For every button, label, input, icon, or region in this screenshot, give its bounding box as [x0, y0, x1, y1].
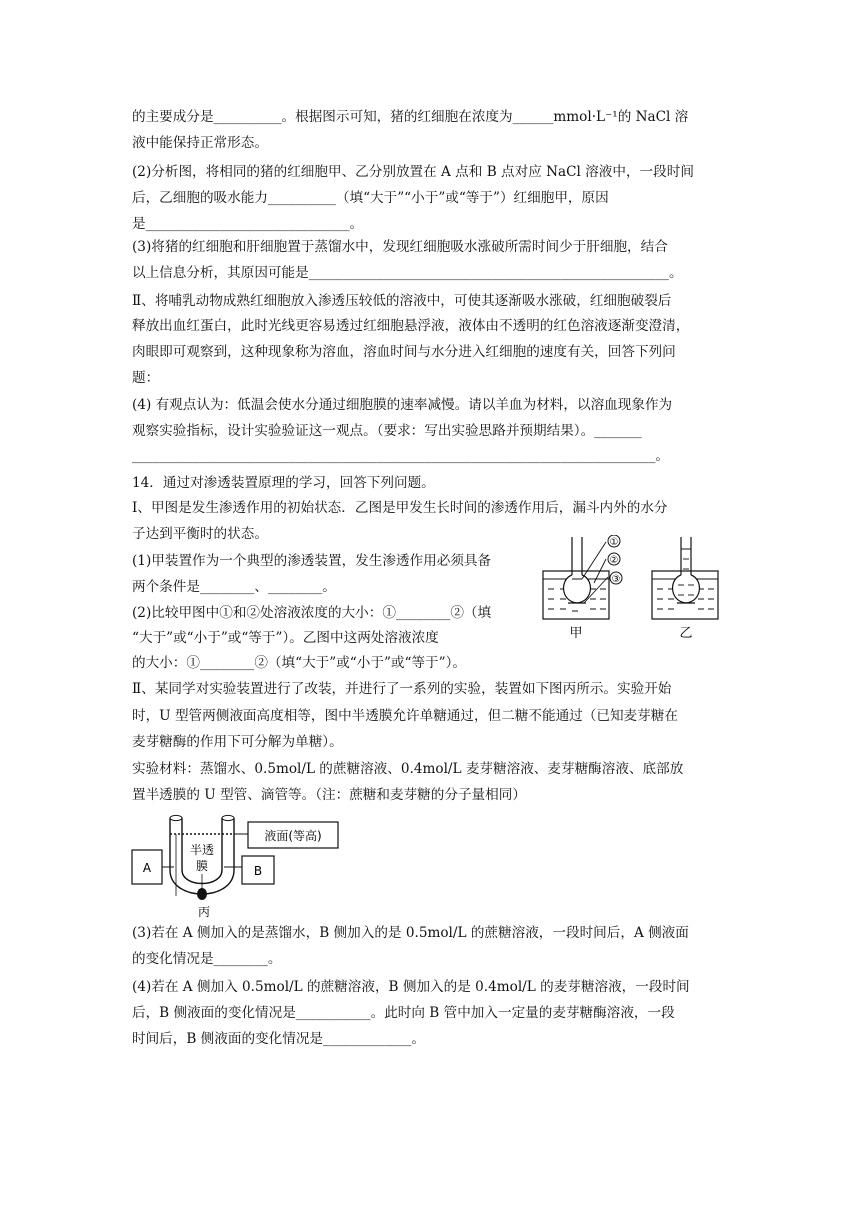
text-line: 以上信息分析，其原因可能是_____________________________________________________。: [132, 265, 683, 281]
label-3: ③: [611, 574, 621, 585]
text-line: (3)若在 A 侧加入的是蒸馏水，B 侧加入的是 0.5mol/L 的蔗糖溶液，一段时间后，A 侧液面: [132, 925, 689, 941]
text-line: “大于”或“小于”或“等于”）。乙图中这两处溶液浓度: [132, 630, 439, 646]
text-line: 的变化情况是________。: [132, 951, 282, 967]
text-line: 麦芽糖酶的作用下可分解为单糖）。: [132, 734, 343, 750]
text-line: 观察实验指标，设计实验验证这一观点。（要求：写出实验思路并预期结果）。_______: [132, 423, 642, 439]
text-line: (4) 有观点认为：低温会使水分通过细胞膜的速率减慢。请以羊血为材料，以溶血现象作为: [132, 397, 673, 413]
text-line: 后，乙细胞的吸水能力__________（填“大于”“小于”或“等于”）红细胞甲，原因: [132, 190, 609, 206]
text-line: Ⅱ、某同学对实验装置进行了改装，并进行了一系列的实验，装置如下图丙所示。实验开始: [132, 681, 672, 697]
text-line: (4)若在 A 侧加入 0.5mol/L 的蔗糖溶液，B 侧加入的是 0.4mol/L 的麦芽糖溶液，一段时间: [132, 979, 690, 995]
liquid-level-label: 液面(等高): [264, 829, 322, 843]
beaker-yi: [652, 537, 718, 641]
text-line: 置半透膜的 U 型管、滴管等。（注：蔗糖和麦芽糖的分子量相同）: [132, 787, 526, 803]
text-line: 的主要成分是__________。根据图示可知，猪的红细胞在浓度为______mmol·L⁻¹的 NaCl 溶: [132, 109, 689, 125]
text-line: 时，U 型管两侧液面高度相等，图中半透膜允许单糖通过，但二糖不能通过（已知麦芽糖在: [132, 708, 678, 724]
label-1: ①: [609, 537, 619, 548]
caption-yi: 乙: [679, 626, 693, 641]
text-line: 实验材料：蒸馏水、0.5mol/L 的蔗糖溶液、0.4mol/L 麦芽糖溶液、麦芽糖酶溶液、底部放: [132, 761, 684, 777]
text-line: 的大小：①________②（填“大于”或“小于”或“等于”）。: [132, 655, 466, 671]
text-line: 释放出血红蛋白，此时光线更容易透过红细胞悬浮液，液体由不透明的红色溶液逐渐变澄清，: [132, 318, 690, 334]
text-line: (1)甲装置作为一个典型的渗透装置，发生渗透作用必须具备: [132, 553, 492, 569]
box-b-label: B: [253, 864, 263, 878]
text-line: _____________________________________________________________________________。: [132, 448, 669, 464]
text-line: 是______________________________。: [132, 216, 364, 232]
text-line: 子达到平衡时的状态。: [132, 526, 268, 542]
text-line: 后，B 侧液面的变化情况是___________。此时向 B 管中加入一定量的麦芽糖酶溶液，一段: [132, 1005, 675, 1021]
text-line: (3)将猪的红细胞和肝细胞置于蒸馏水中，发现红细胞吸水涨破所需时间少于肝细胞，结合: [132, 239, 668, 255]
caption-jia: 甲: [569, 626, 583, 641]
u-tube-figure-bing: [130, 810, 350, 924]
caption-bing: 丙: [197, 905, 211, 919]
text-line: (2)比较甲图中①和②处溶液浓度的大小：①________②（填: [132, 605, 492, 621]
text-line: Ⅱ、将哺乳动物成熟红细胞放入渗透压较低的溶液中，可使其逐渐吸水涨破，红细胞破裂后: [132, 293, 672, 309]
text-line: (2)分析图，将相同的猪的红细胞甲、乙分别放置在 A 点和 B 点对应 NaCl 溶液中，一段时间: [132, 164, 694, 180]
membrane-label-1: 半透: [189, 843, 215, 857]
beaker-jia: [543, 535, 622, 641]
membrane-label-2: 膜: [195, 859, 209, 873]
box-a-label: A: [142, 861, 152, 875]
text-line: 肉眼即可观察到，这种现象称为溶血，溶血时间与水分进入红细胞的速度有关，回答下列问: [132, 344, 676, 360]
label-2: ②: [609, 555, 619, 566]
text-line: 两个条件是________、________。: [132, 579, 336, 595]
text-line: 题：: [132, 370, 160, 386]
text-line: 液中能保持正常形态。: [132, 135, 268, 151]
text-line: 时间后，B 侧液面的变化情况是_____________。: [132, 1031, 425, 1047]
membrane-dot: [197, 888, 207, 900]
question-14-title: 14．通过对渗透装置原理的学习，回答下列问题。: [132, 475, 435, 491]
osmosis-figure-jia-yi: [538, 535, 738, 647]
text-line: Ⅰ、甲图是发生渗透作用的初始状态．乙图是甲发生长时间的渗透作用后，漏斗内外的水分: [132, 500, 668, 516]
